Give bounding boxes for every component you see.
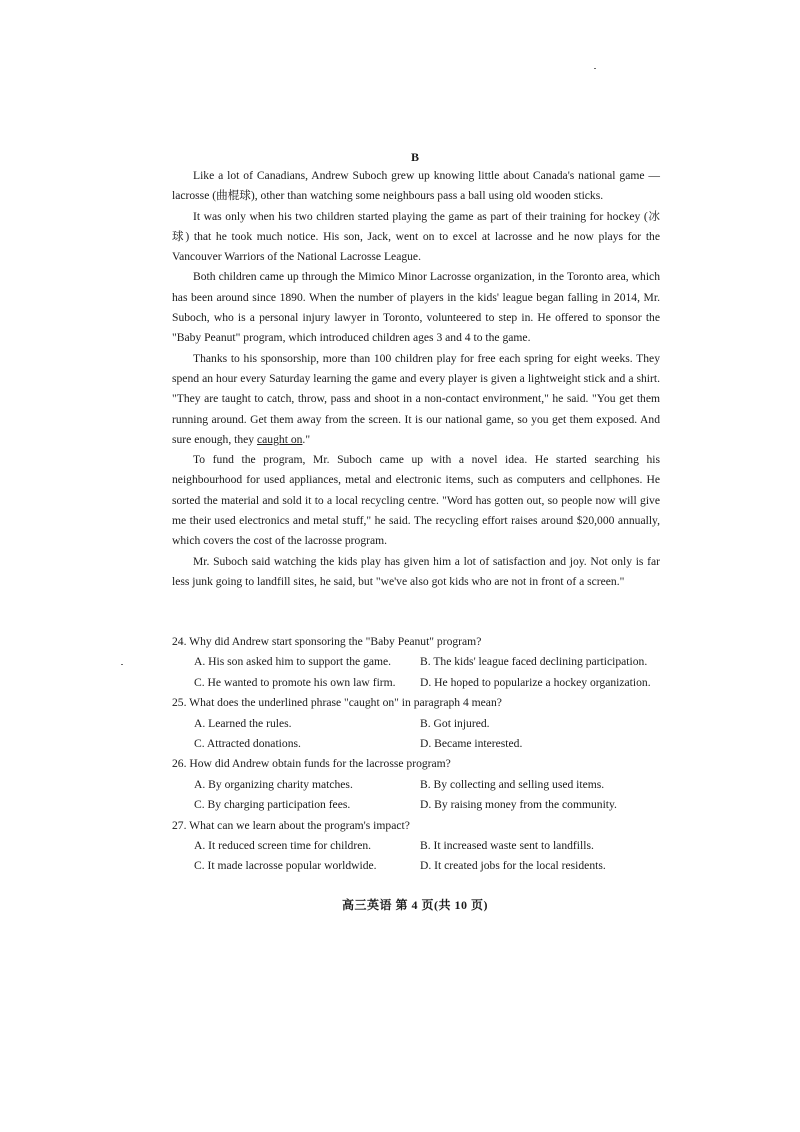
option-row: [172, 856, 672, 876]
section-heading: B: [410, 150, 419, 164]
option-row: [172, 775, 672, 795]
question-stem: 25. What does the underlined phrase "caught on" in paragraph 4 mean?: [172, 696, 502, 710]
option-a: A. Learned the rules.: [194, 716, 292, 730]
reading-passage: [172, 166, 660, 592]
paragraph-4-end: .": [302, 432, 311, 446]
question-stem: 26. How did Andrew obtain funds for the lacrosse program?: [172, 757, 451, 771]
question-27: [172, 816, 672, 877]
option-b: B. By collecting and selling used items.: [420, 777, 605, 791]
question-list: [172, 632, 672, 877]
question-26: [172, 754, 672, 815]
option-d: D. It created jobs for the local residents.: [420, 859, 606, 873]
option-row: [172, 714, 672, 734]
question-stem: 27. What can we learn about the program's impact?: [172, 818, 410, 832]
option-b: B. Got injured.: [420, 716, 490, 730]
question-24: [172, 632, 672, 693]
scan-speck: [121, 664, 123, 665]
question-25: [172, 693, 672, 754]
paragraph-4: [172, 349, 660, 450]
underlined-phrase: caught on: [257, 432, 303, 446]
page-footer: 高三英语 第 4 页(共 10 页): [342, 898, 488, 912]
option-row: [172, 795, 672, 815]
option-row: [172, 673, 672, 693]
option-d: D. He hoped to popularize a hockey organization.: [420, 675, 651, 689]
paragraph-4-text: Thanks to his sponsorship, more than 100 children play for free each spring for eight weeks. They spend an hour every Saturday learning the game and every player is given a lightweight stick and a shirt. "They are taught to catch, throw, pass and shoot in a non-contact environment," he said. "You get them running around. Get them away from the screen. It is our national game, so you get them exposed. And sure enough, they: [172, 351, 660, 446]
option-c: C. By charging participation fees.: [194, 798, 351, 812]
option-a: A. By organizing charity matches.: [194, 777, 353, 791]
scan-speck: [594, 68, 596, 69]
paragraph-2: It was only when his two children started playing the game as part of their training for hockey (冰球) that he took much notice. His son, Jack, went on to excel at lacrosse and he now plays for the Vancouver Warriors of the National Lacrosse League.: [172, 209, 660, 264]
option-c: C. Attracted donations.: [194, 737, 301, 751]
option-d: D. By raising money from the community.: [420, 798, 617, 812]
paragraph-6: Mr. Suboch said watching the kids play has given him a lot of satisfaction and joy. Not only is far less junk going to landfill sites, he said, but "we've also got kids who are not in front of a screen.": [172, 554, 660, 588]
option-row: [172, 652, 672, 672]
paragraph-1: Like a lot of Canadians, Andrew Suboch grew up knowing little about Canada's national game — lacrosse (曲棍球), other than watching some neighbours pass a ball using old wooden sticks.: [172, 169, 660, 203]
option-b: B. The kids' league faced declining participation.: [420, 655, 648, 669]
option-c: C. It made lacrosse popular worldwide.: [194, 859, 377, 873]
option-row: [172, 836, 672, 856]
paragraph-3: Both children came up through the Mimico Minor Lacrosse organization, in the Toronto area, which has been around since 1890. When the number of players in the kids' league began falling in 2014, Mr. Suboch, who is a personal injury lawyer in Toronto, volunteered to step in. He offered to sponsor the "Baby Peanut" program, which introduced children ages 3 and 4 to the game.: [172, 270, 660, 345]
option-d: D. Became interested.: [420, 737, 523, 751]
option-row: [172, 734, 672, 754]
option-c: C. He wanted to promote his own law firm.: [194, 675, 396, 689]
option-a: A. His son asked him to support the game.: [194, 655, 392, 669]
paragraph-5: To fund the program, Mr. Suboch came up with a novel idea. He started searching his neighbourhood for used appliances, metal and electronic items, such as computers and cellphones. He sorted the material and sold it to a local recycling centre. "Word has gotten out, so people now will give me their used electronics and metal stuff," he said. The recycling effort raises around $20,000 annually, which covers the cost of the lacrosse program.: [172, 453, 660, 548]
question-stem: 24. Why did Andrew start sponsoring the "Baby Peanut" program?: [172, 635, 482, 648]
option-a: A. It reduced screen time for children.: [194, 839, 372, 853]
option-b: B. It increased waste sent to landfills.: [420, 839, 594, 853]
